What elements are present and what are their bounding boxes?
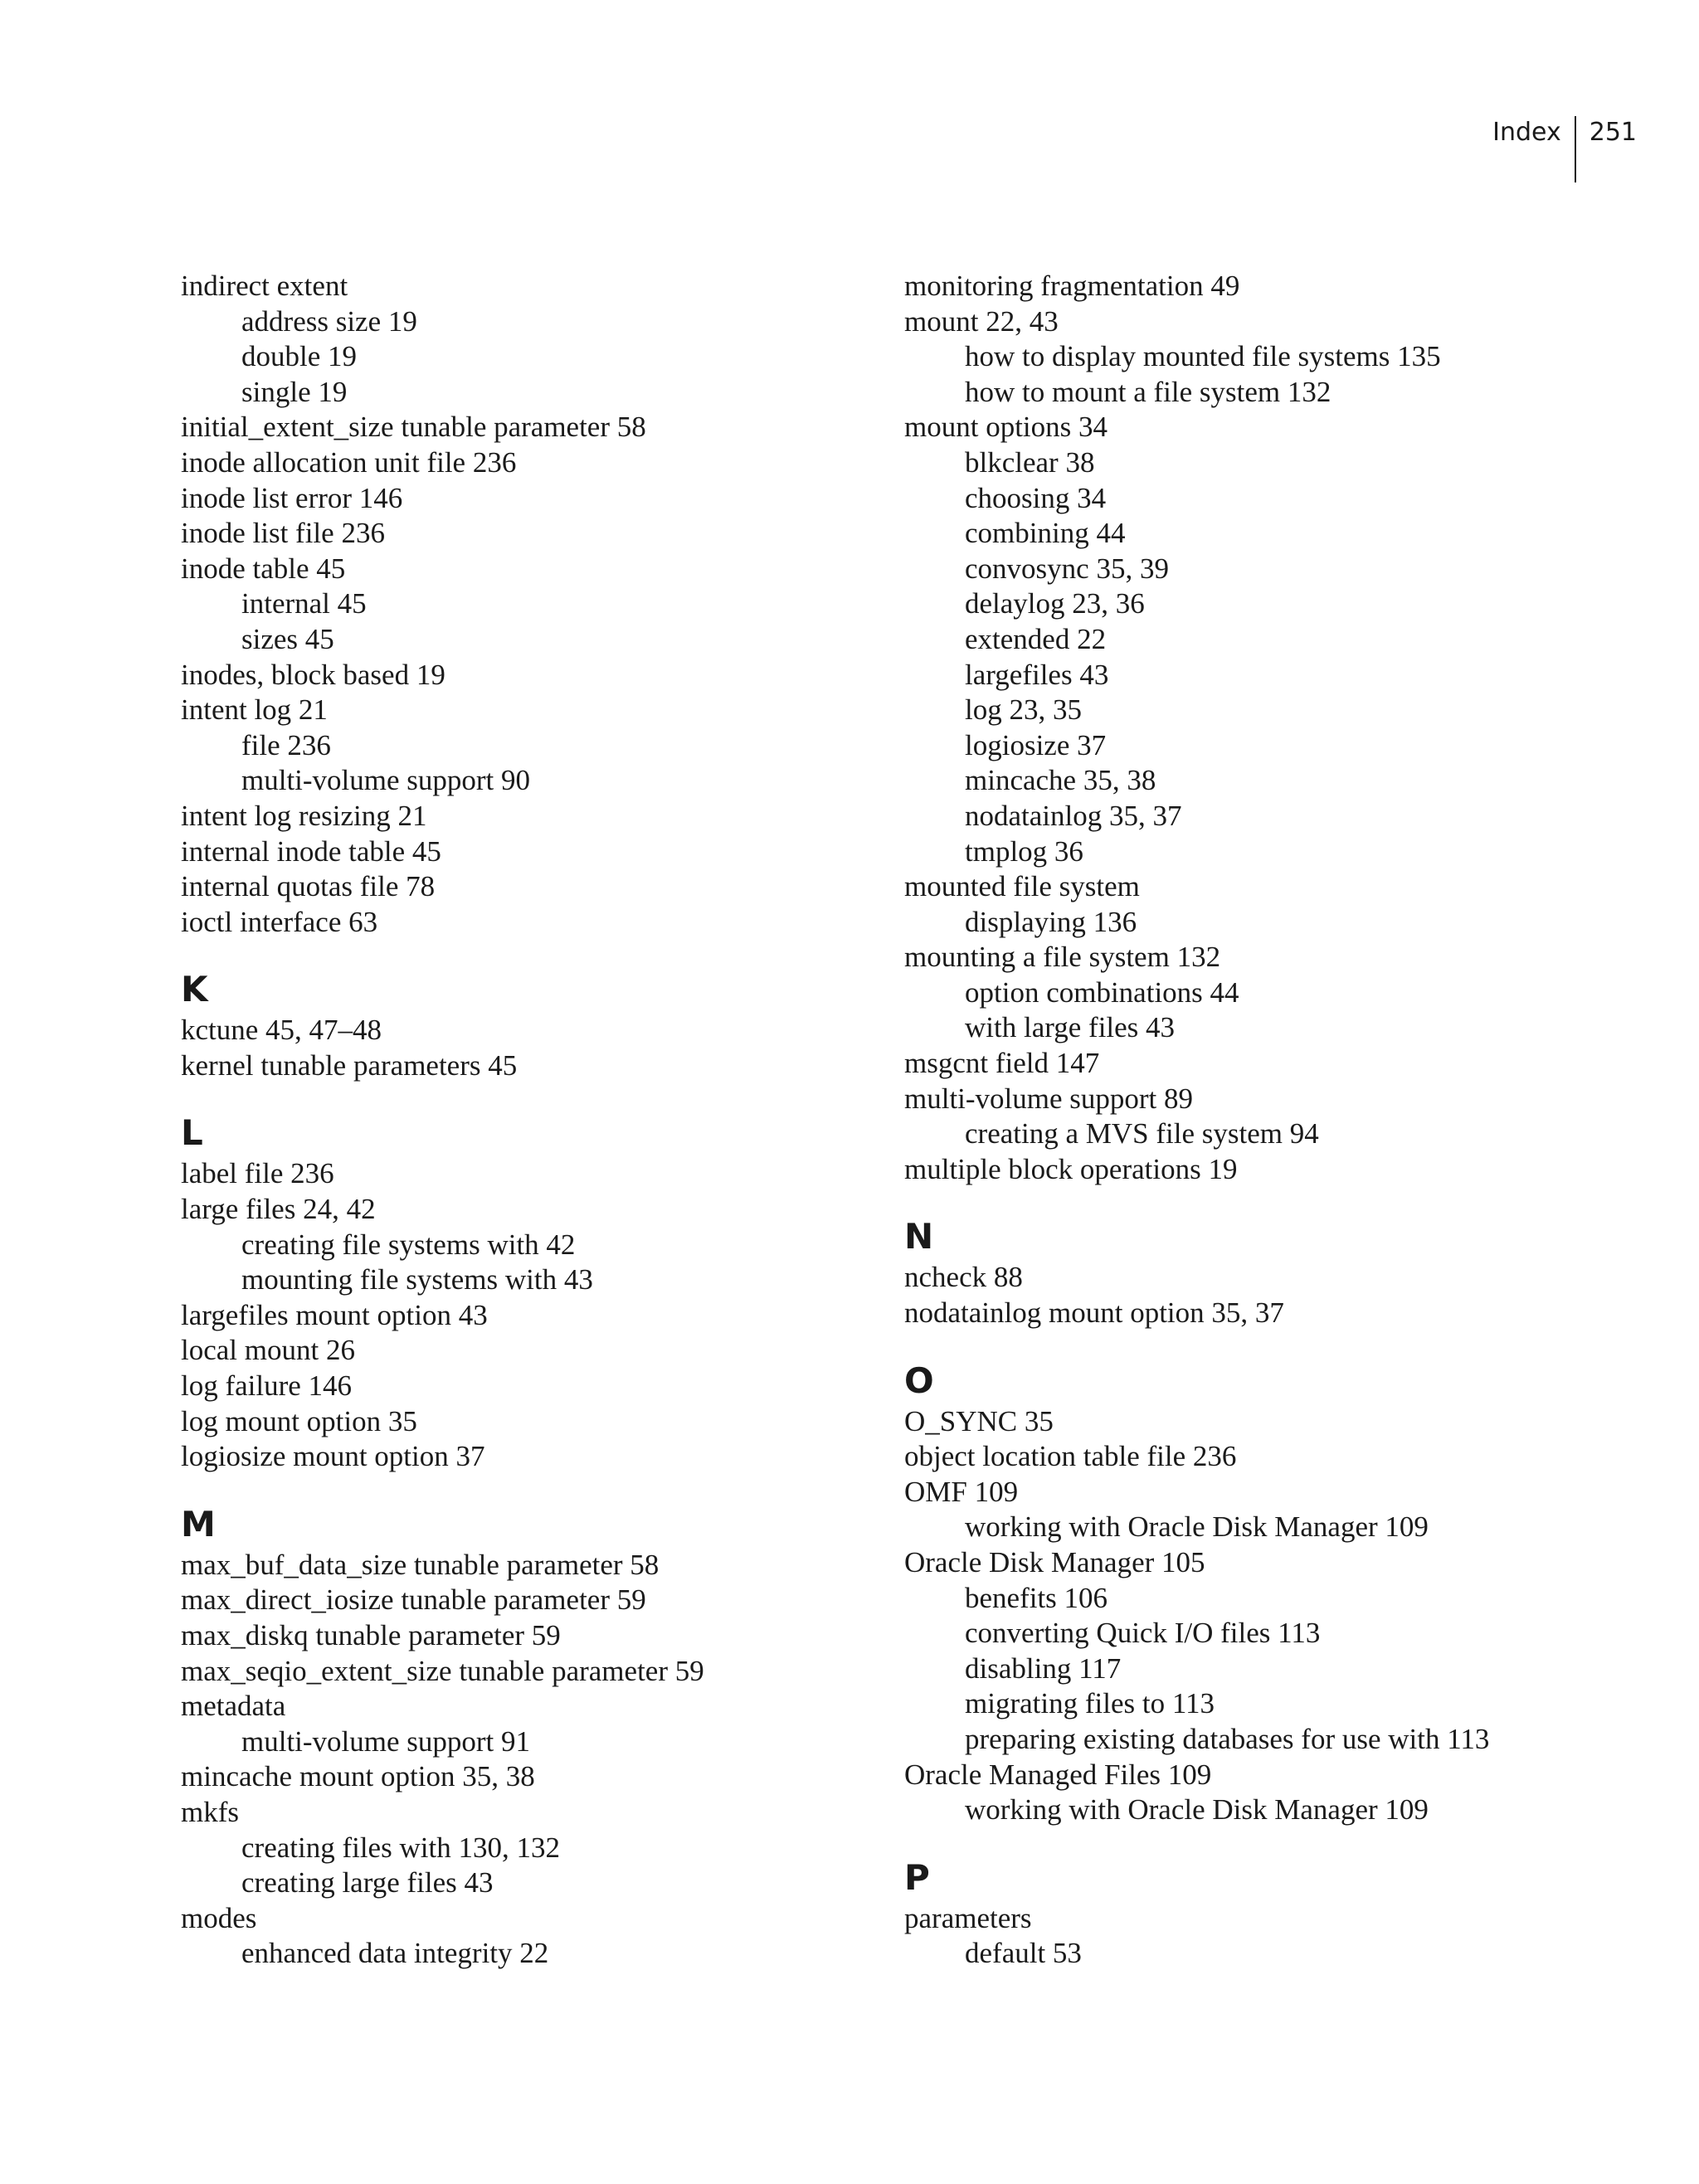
page-header bbox=[1492, 116, 1637, 182]
index-subentry: extended 22 bbox=[965, 622, 1107, 655]
index-entry: local mount 26 bbox=[181, 1334, 355, 1367]
index-entry: log failure 146 bbox=[181, 1369, 353, 1403]
index-group bbox=[904, 1855, 1651, 1972]
index-entry: mount 22, 43 bbox=[904, 304, 1059, 338]
index-subentry: disabling 117 bbox=[965, 1651, 1122, 1685]
index-subentry: delaylog 23, 36 bbox=[965, 587, 1145, 620]
index-entry: largefiles mount option 43 bbox=[181, 1298, 488, 1331]
index-entry: kctune 45, 47–48 bbox=[181, 1014, 382, 1047]
index-entry: inode table 45 bbox=[181, 552, 346, 585]
index-subentry: with large files 43 bbox=[965, 1011, 1176, 1044]
index-entry: inode list file 236 bbox=[181, 517, 385, 550]
index-entry: logiosize mount option 37 bbox=[181, 1440, 485, 1473]
index-entry: internal quotas file 78 bbox=[181, 870, 436, 903]
index-entry: multi-volume support 89 bbox=[904, 1082, 1194, 1115]
index-entry: modes bbox=[181, 1901, 257, 1934]
index-entry: nodatainlog mount option 35, 37 bbox=[904, 1296, 1284, 1330]
index-entry: max_seqio_extent_size tunable parameter 59 bbox=[181, 1654, 704, 1687]
index-subentry: migrating files to 113 bbox=[965, 1687, 1215, 1720]
index-subentry: logiosize 37 bbox=[965, 728, 1107, 761]
index-entry: OMF 109 bbox=[904, 1475, 1019, 1508]
index-subentry: displaying 136 bbox=[965, 905, 1137, 938]
index-entry: max_direct_iosize tunable parameter 59 bbox=[181, 1583, 646, 1617]
index-group bbox=[181, 269, 861, 940]
index-subentry: working with Oracle Disk Manager 109 bbox=[965, 1510, 1429, 1544]
index-letter-heading: N bbox=[904, 1216, 934, 1257]
index-entry: mounting a file system 132 bbox=[904, 941, 1221, 974]
index-entry: ioctl interface 63 bbox=[181, 905, 378, 938]
index-subentry: single 19 bbox=[241, 375, 348, 408]
index-subentry: creating a MVS file system 94 bbox=[965, 1117, 1319, 1150]
index-subentry: mounting file systems with 43 bbox=[241, 1263, 593, 1296]
index-group bbox=[904, 1214, 1651, 1330]
index-letter-heading: L bbox=[181, 1112, 203, 1154]
index-subentry: how to display mounted file systems 135 bbox=[965, 340, 1441, 373]
index-entry: Oracle Disk Manager 105 bbox=[904, 1546, 1205, 1578]
index-subentry: convosync 35, 39 bbox=[965, 552, 1169, 585]
index-subentry: choosing 34 bbox=[965, 481, 1107, 514]
index-subentry: log 23, 35 bbox=[965, 693, 1082, 727]
index-entry: inode list error 146 bbox=[181, 481, 403, 514]
index-letter-heading: P bbox=[904, 1856, 930, 1898]
index-subentry: converting Quick I/O files 113 bbox=[965, 1617, 1321, 1650]
index-entry: max_diskq tunable parameter 59 bbox=[181, 1619, 561, 1651]
index-entry: monitoring fragmentation 49 bbox=[904, 270, 1240, 302]
index-subentry: combining 44 bbox=[965, 517, 1126, 550]
index-group bbox=[904, 269, 1651, 1187]
header-section-title: Index bbox=[1492, 118, 1561, 147]
index-entry: log mount option 35 bbox=[181, 1404, 417, 1437]
index-column-right bbox=[904, 269, 1651, 1972]
index-entry: initial_extent_size tunable parameter 58 bbox=[181, 411, 646, 444]
index-entry: mkfs bbox=[181, 1795, 239, 1828]
index-subentry: default 53 bbox=[965, 1937, 1082, 1970]
index-subentry: tmplog 36 bbox=[965, 834, 1083, 868]
index-entry: mount options 34 bbox=[904, 411, 1108, 444]
index-entry: Oracle Managed Files 109 bbox=[904, 1758, 1212, 1791]
index-entry: mincache mount option 35, 38 bbox=[181, 1760, 535, 1793]
index-entry: large files 24, 42 bbox=[181, 1193, 376, 1226]
index-subentry: nodatainlog 35, 37 bbox=[965, 799, 1182, 832]
index-entry: object location table file 236 bbox=[904, 1440, 1237, 1473]
index-entry: parameters bbox=[904, 1901, 1032, 1934]
index-entry: multiple block operations 19 bbox=[904, 1152, 1238, 1185]
index-subentry: sizes 45 bbox=[241, 622, 334, 655]
index-subentry: mincache 35, 38 bbox=[965, 764, 1156, 797]
index-subentry: benefits 106 bbox=[965, 1581, 1108, 1614]
index-subentry: double 19 bbox=[241, 340, 358, 373]
index-entry: msgcnt field 147 bbox=[904, 1047, 1100, 1080]
index-entry: intent log 21 bbox=[181, 693, 328, 727]
index-subentry: option combinations 44 bbox=[965, 975, 1239, 1009]
index-subentry: multi-volume support 90 bbox=[241, 764, 531, 797]
index-group bbox=[181, 1501, 861, 1972]
index-letter-heading: O bbox=[904, 1360, 934, 1401]
index-subentry: multi-volume support 91 bbox=[241, 1724, 531, 1758]
index-subentry: blkclear 38 bbox=[965, 445, 1095, 479]
index-subentry: enhanced data integrity 22 bbox=[241, 1937, 549, 1970]
index-group bbox=[904, 1358, 1651, 1828]
index-letter-heading: M bbox=[181, 1503, 216, 1544]
index-group bbox=[181, 966, 861, 1083]
index-entry: ncheck 88 bbox=[904, 1261, 1023, 1294]
index-subentry: working with Oracle Disk Manager 109 bbox=[965, 1793, 1429, 1826]
index-subentry: creating large files 43 bbox=[241, 1866, 494, 1899]
index-subentry: creating files with 130, 132 bbox=[241, 1831, 560, 1864]
index-entry: intent log resizing 21 bbox=[181, 799, 427, 832]
index-subentry: internal 45 bbox=[241, 587, 367, 620]
index-entry: kernel tunable parameters 45 bbox=[181, 1048, 518, 1082]
index-subentry: address size 19 bbox=[241, 304, 417, 338]
index-entry: inodes, block based 19 bbox=[181, 658, 445, 691]
index-entry: indirect extent bbox=[181, 270, 348, 302]
index-column-left bbox=[181, 269, 861, 1972]
index-group bbox=[181, 1110, 861, 1474]
index-entry: inode allocation unit file 236 bbox=[181, 445, 517, 479]
index-subentry: preparing existing databases for use with 113 bbox=[965, 1722, 1490, 1755]
index-entry: mounted file system bbox=[904, 870, 1140, 903]
index-entry: metadata bbox=[181, 1690, 286, 1723]
index-entry: O_SYNC 35 bbox=[904, 1404, 1054, 1437]
page-number: 251 bbox=[1589, 118, 1637, 147]
index-entry: label file 236 bbox=[181, 1157, 334, 1190]
index-subentry: file 236 bbox=[241, 728, 331, 761]
index-letter-heading: K bbox=[181, 969, 208, 1010]
index-subentry: creating file systems with 42 bbox=[241, 1228, 576, 1261]
index-subentry: how to mount a file system 132 bbox=[965, 375, 1331, 408]
index-subentry: largefiles 43 bbox=[965, 658, 1109, 691]
index-entry: internal inode table 45 bbox=[181, 834, 441, 868]
index-entry: max_buf_data_size tunable parameter 58 bbox=[181, 1548, 660, 1581]
